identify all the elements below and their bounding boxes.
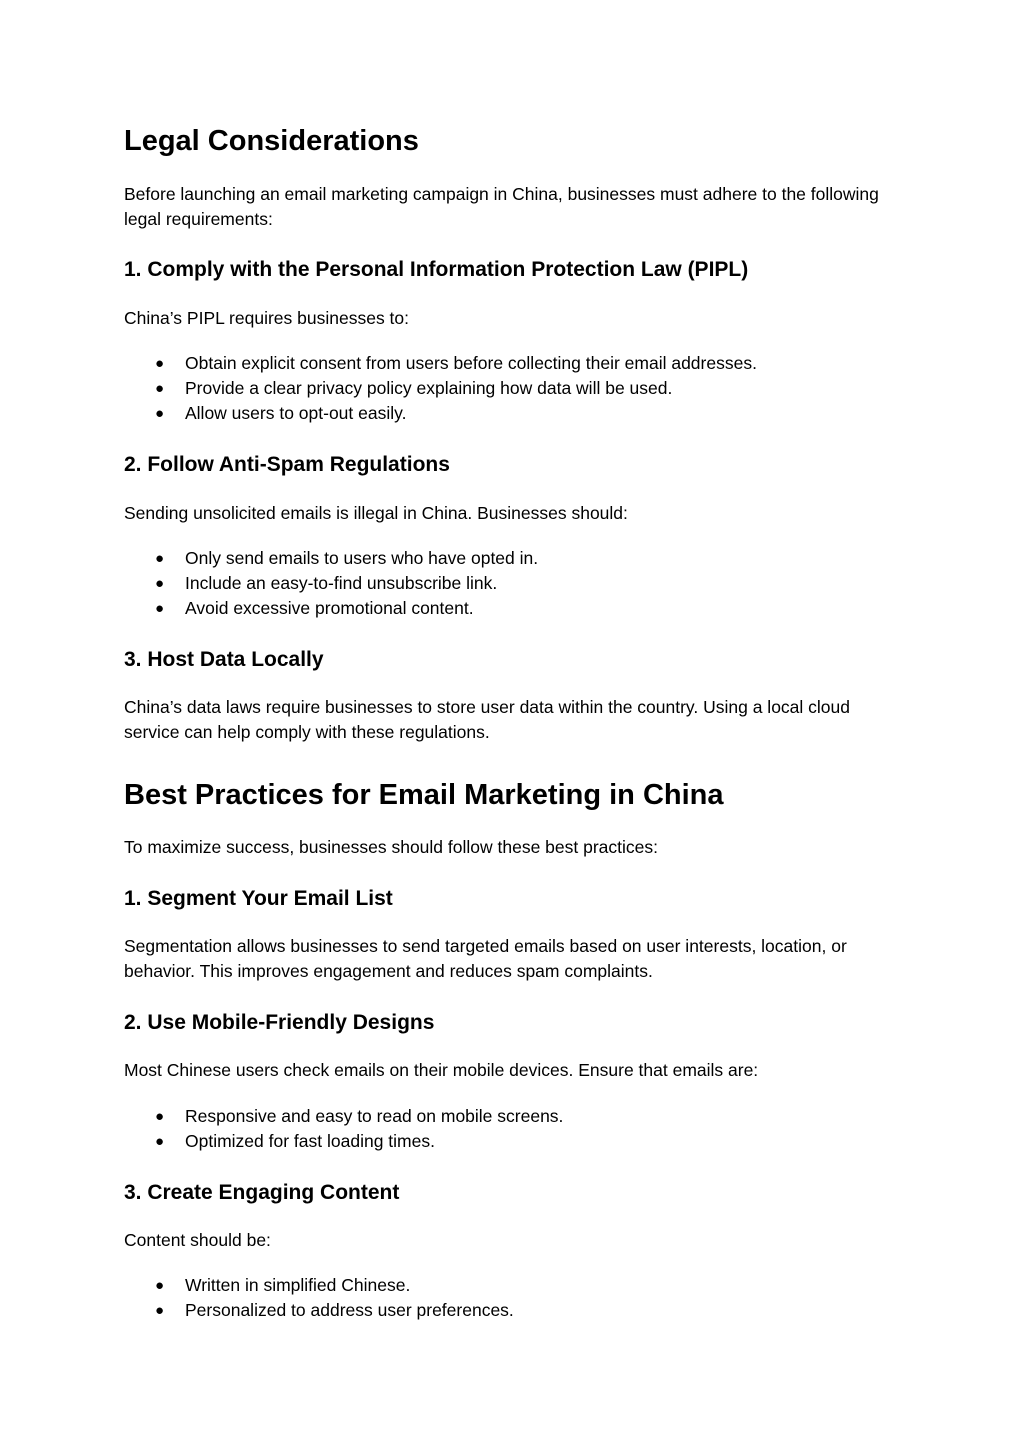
bullet-icon: ●	[155, 380, 165, 397]
list-item: ● Only send emails to users who have opted in.	[124, 546, 538, 571]
bullet-list	[124, 546, 538, 621]
bullet-icon: ●	[155, 1302, 165, 1319]
subsection-heading-pipl: 1. Comply with the Personal Information Protection Law (PIPL)	[124, 258, 749, 281]
list-item: ● Provide a clear privacy policy explaining how data will be used.	[124, 376, 757, 401]
bullet-icon: ●	[155, 1133, 165, 1150]
list-item: ● Include an easy-to-find unsubscribe link.	[124, 571, 538, 596]
bullet-icon: ●	[155, 575, 165, 592]
subsection-paragraph: Segmentation allows businesses to send targeted emails based on user interests, location, or behavior. This improves engagement and reduces spam complaints.	[124, 936, 847, 981]
subsection-heading-host-data: 3. Host Data Locally	[124, 648, 324, 671]
list-item: ● Obtain explicit consent from users before collecting their email addresses.	[124, 351, 757, 376]
section-heading-best-practices: Best Practices for Email Marketing in China	[124, 779, 724, 811]
section-intro-paragraph: Before launching an email marketing campaign in China, businesses must adhere to the following legal requirements:	[124, 184, 879, 229]
bullet-icon: ●	[155, 1108, 165, 1125]
list-item: ● Allow users to opt-out easily.	[124, 401, 757, 426]
bullet-icon: ●	[155, 550, 165, 567]
list-item: ● Personalized to address user preferences.	[124, 1298, 514, 1323]
bullet-list	[124, 1104, 563, 1154]
section-heading-legal-considerations: Legal Considerations	[124, 125, 419, 157]
bullet-icon: ●	[155, 405, 165, 422]
bullet-icon: ●	[155, 355, 165, 372]
subsection-paragraph: Sending unsolicited emails is illegal in China. Businesses should:	[124, 503, 628, 523]
list-item: ● Responsive and easy to read on mobile screens.	[124, 1104, 563, 1129]
subsection-paragraph: Most Chinese users check emails on their mobile devices. Ensure that emails are:	[124, 1060, 759, 1080]
bullet-icon: ●	[155, 600, 165, 617]
subsection-heading-segment: 1. Segment Your Email List	[124, 887, 393, 910]
list-item: ● Optimized for fast loading times.	[124, 1129, 563, 1154]
subsection-heading-anti-spam: 2. Follow Anti-Spam Regulations	[124, 453, 450, 476]
subsection-heading-content: 3. Create Engaging Content	[124, 1181, 400, 1204]
subsection-heading-mobile: 2. Use Mobile-Friendly Designs	[124, 1011, 435, 1034]
bullet-list	[124, 1273, 514, 1323]
list-item: ● Written in simplified Chinese.	[124, 1273, 514, 1298]
subsection-paragraph: China’s data laws require businesses to store user data within the country. Using a local cloud service can help comply with these regulations.	[124, 697, 850, 742]
subsection-paragraph: Content should be:	[124, 1230, 271, 1250]
section-intro-paragraph: To maximize success, businesses should follow these best practices:	[124, 837, 658, 857]
list-item: ● Avoid excessive promotional content.	[124, 596, 538, 621]
bullet-icon: ●	[155, 1277, 165, 1294]
subsection-paragraph: China’s PIPL requires businesses to:	[124, 308, 410, 328]
bullet-list	[124, 351, 757, 426]
